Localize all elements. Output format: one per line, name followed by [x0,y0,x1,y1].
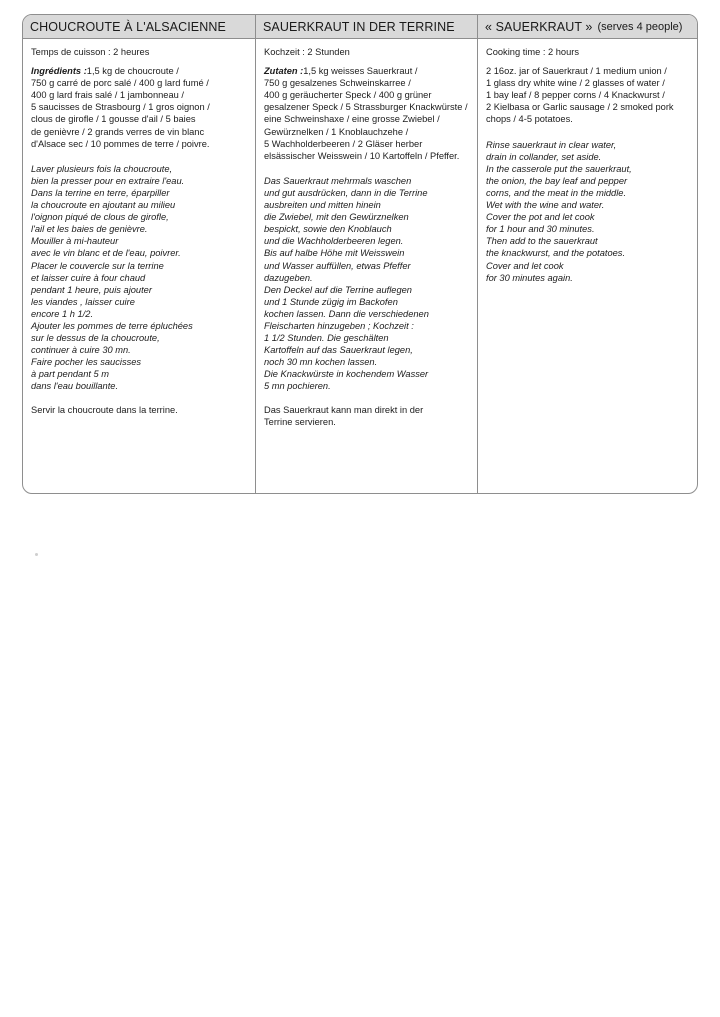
ingredients-line: 2 16oz. jar of Sauerkraut / 1 medium union / [486,66,667,77]
ingredients-line: de genièvre / 2 grands verres de vin blanc [31,126,205,137]
scan-speckle [35,553,38,556]
ingredients-line: 400 g geräucherter Speck / 400 g grüner [264,90,432,101]
ingredients-line: eine Schweinshaxe / eine grosse Zwiebel / [264,114,440,125]
method-line: 5 mn pochieren. [264,381,331,392]
closing-line: Das Sauerkraut kann man direkt in der [264,404,424,415]
method-line: In the casserole put the sauerkraut, [486,163,632,174]
method-line: und Wasser auffüllen, etwas Pfeffer [264,260,411,271]
method-line: encore 1 h 1/2. [31,308,94,319]
column-header-french [23,15,255,39]
method-line: continuer à cuire 30 mn. [31,345,131,356]
method-line: Rinse sauerkraut in clear water, [486,139,617,150]
method-line: kochen lassen. Dann die verschiedenen [264,308,429,319]
method-line: for 1 hour and 30 minutes. [486,224,595,235]
ingredients-line: 5 saucisses de Strasbourg / 1 gros oignon / [31,102,210,113]
column-body-english [478,39,697,290]
method-line: und gut ausdrücken, dann in die Terrine [264,187,428,198]
ingredients-line: 1 glass dry white wine / 2 glasses of water / [486,78,665,89]
method-line: Bis auf halbe Höhe mit Weisswein [264,248,405,259]
ingredients-line: clous de girofle / 1 gousse d'ail / 5 baies [31,114,196,125]
closing-line: Servir la choucroute dans la terrine. [31,404,178,415]
method-line: Mouiller à mi-hauteur [31,236,119,247]
method-line: the onion, the bay leaf and pepper [486,175,628,186]
method-line: 1 1/2 Stunden. Die geschälten [264,333,389,344]
ingredients-line: gesalzener Speck / 5 Strassburger Knackwürste / [264,102,468,113]
method-line: Ajouter les pommes de terre épluchées [31,320,193,331]
method-line: drain in collander, set aside. [486,151,602,162]
column-header-english [478,15,697,39]
method-line: Cover and let cook [486,260,564,271]
ingredients-first-line-german: 1,5 kg weisses Sauerkraut / [303,66,418,77]
cooking-time-french: Temps de cuisson : 2 heures [31,47,150,57]
method-line: die Zwiebel, mit den Gewürznelken [264,212,409,223]
column-header-german [256,15,477,39]
cooking-time-english: Cooking time : 2 hours [486,47,580,57]
method-line: und 1 Stunde zügig im Backofen [264,296,398,307]
ingredients-line: 1 bay leaf / 8 pepper corns / 4 Knackwurst / [486,90,665,101]
method-line: Die Knackwürste in kochendem Wasser [264,369,429,380]
column-subtitle-english: (serves 4 people) [597,20,683,33]
method-line: Faire pocher les saucisses [31,357,142,368]
method-line: the knackwurst, and the potatoes. [486,248,626,259]
recipe-column-english [477,15,697,493]
recipe-column-french [23,15,255,493]
method-line: dans l'eau bouillante. [31,381,119,392]
ingredients-line: d'Alsace sec / 10 pommes de terre / poivre. [31,138,210,149]
ingredients-french [31,65,247,77]
method-line: l'ail et les baies de genièvre. [31,224,148,235]
column-title-french: CHOUCROUTE À L'ALSACIENNE [30,19,226,34]
recipe-column-german [255,15,477,493]
method-line: et laisser cuire à four chaud [31,272,146,283]
column-title-english: « SAUERKRAUT » [485,19,593,34]
method-line: pendant 1 heure, puis ajouter [31,284,152,295]
ingredients-label-french: Ingrédients : [31,66,87,77]
method-line: à part pendant 5 m [31,369,110,380]
column-body-german [256,39,477,434]
ingredients-line: 750 g gesalzenes Schweinskarree / [264,78,411,89]
method-line: bien la presser pour en extraire l'eau. [31,175,185,186]
method-line: corns, and the meat in the middle. [486,187,627,198]
method-line: ausbreiten und mitten hinein [264,200,381,211]
ingredients-line: 5 Wachholderbeeren / 2 Gläser herber [264,138,423,149]
method-line: Kartoffeln auf das Sauerkraut legen, [264,345,413,356]
method-line: for 30 minutes again. [486,272,573,283]
method-line: bespickt, sowie den Knoblauch [264,224,392,235]
ingredients-line: 400 g lard frais salé / 1 jambonneau / [31,90,184,101]
ingredients-line: chops / 4-5 potatoes. [486,114,573,125]
method-line: Das Sauerkraut mehrmals waschen [264,175,412,186]
method-line: la choucroute en ajoutant au milieu [31,200,176,211]
ingredients-first-line-french: 1,5 kg de choucroute / [86,66,179,77]
recipe-card-scan [22,14,698,494]
ingredients-line: 2 Kielbasa or Garlic sausage / 2 smoked pork [486,102,674,113]
method-line: und die Wachholderbeeren legen. [264,236,404,247]
method-line: Wet with the wine and water. [486,200,605,211]
method-line: avec le vin blanc et de l'eau, poivrer. [31,248,181,259]
method-line: Laver plusieurs fois la choucroute, [31,163,173,174]
method-line: Cover the pot and let cook [486,212,595,223]
closing-line: Terrine servieren. [264,416,336,427]
ingredients-line: elsässischer Weisswein / 10 Kartoffeln / Pfeffer. [264,150,460,161]
method-line: dazugeben. [264,272,313,283]
method-line: noch 30 mn kochen lassen. [264,357,378,368]
method-line: Then add to the sauerkraut [486,236,598,247]
column-body-french [23,39,255,422]
method-line: l'oignon piqué de clous de girofle, [31,212,169,223]
method-line: les viandes , laisser cuire [31,296,135,307]
method-line: Placer le couvercle sur la terrine [31,260,164,271]
method-line: Fleischarten hinzugeben ; Kochzeit : [264,320,414,331]
method-line: Dans la terrine en terre, éparpiller [31,187,170,198]
column-title-german: SAUERKRAUT IN DER TERRINE [263,19,455,34]
ingredients-line: 750 g carré de porc salé / 400 g lard fumé / [31,78,209,89]
ingredients-german [264,65,469,77]
ingredients-line: Gewürznelken / 1 Knoblauchzehe / [264,126,409,137]
method-line: sur le dessus de la choucroute, [31,333,160,344]
recipe-card [22,14,698,494]
cooking-time-german: Kochzeit : 2 Stunden [264,47,350,57]
method-line: Den Deckel auf die Terrine auflegen [264,284,412,295]
ingredients-label-german: Zutaten : [264,66,304,77]
